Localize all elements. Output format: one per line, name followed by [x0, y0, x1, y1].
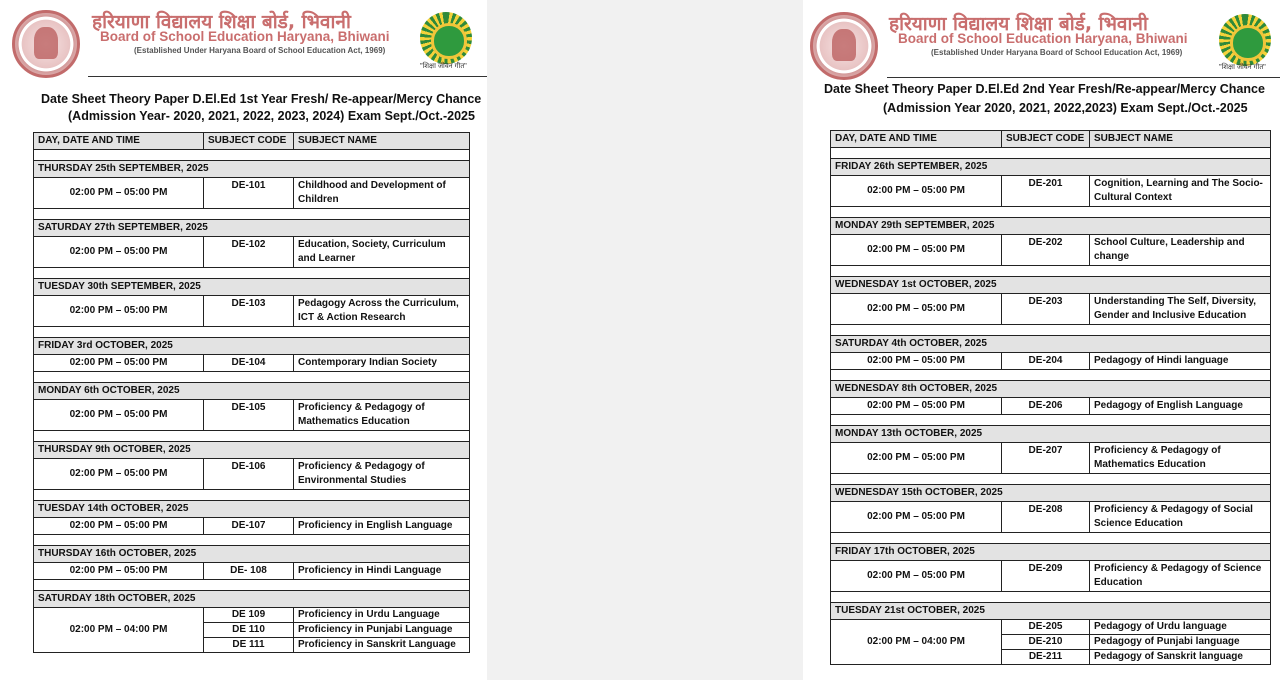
spacer-row	[831, 148, 1271, 159]
table-row	[34, 237, 470, 268]
spacer-cell	[831, 370, 1271, 381]
exam-time: 02:00 PM – 05:00 PM	[34, 355, 204, 372]
exam-date: TUESDAY 14th OCTOBER, 2025	[34, 501, 470, 518]
spacer-row	[831, 533, 1271, 544]
exam-date: FRIDAY 26th SEPTEMBER, 2025	[831, 159, 1271, 176]
date-row	[34, 501, 470, 518]
spacer-row	[34, 268, 470, 279]
title-line-2: (Admission Year 2020, 2021, 2022,2023) Exam Sept./Oct.-2025	[883, 101, 1248, 115]
spacer-row	[34, 535, 470, 546]
exam-date: MONDAY 6th OCTOBER, 2025	[34, 383, 470, 400]
exam-date: THURSDAY 25th SEPTEMBER, 2025	[34, 161, 470, 178]
subject-name: Pedagogy of Sanskrit language	[1090, 650, 1271, 665]
subject-name: Pedagogy of English Language	[1090, 398, 1271, 415]
subject-code: DE-104	[204, 355, 294, 372]
date-row	[34, 161, 470, 178]
subject-name: Understanding The Self, Diversity, Gender and Inclusive Education	[1090, 294, 1271, 325]
exam-time: 02:00 PM – 05:00 PM	[34, 237, 204, 268]
spacer-row	[34, 580, 470, 591]
date-row	[831, 544, 1271, 561]
subject-name: Pedagogy of Urdu language	[1090, 620, 1271, 635]
exam-date: SATURDAY 4th OCTOBER, 2025	[831, 336, 1271, 353]
subject-code: DE-209	[1002, 561, 1090, 592]
subject-code: DE-103	[204, 296, 294, 327]
spacer-row	[831, 415, 1271, 426]
header-subject-name: SUBJECT NAME	[1090, 131, 1271, 148]
date-row	[831, 603, 1271, 620]
board-seal-icon	[12, 10, 80, 78]
spacer-row	[831, 325, 1271, 336]
subject-code: DE-102	[204, 237, 294, 268]
exam-date: MONDAY 13th OCTOBER, 2025	[831, 426, 1271, 443]
table-row	[831, 176, 1271, 207]
subject-name: Cognition, Learning and The Socio-Cultural Context	[1090, 176, 1271, 207]
table-row	[831, 502, 1271, 533]
date-sheet-table	[830, 130, 1271, 665]
date-row	[34, 591, 470, 608]
spacer-cell	[34, 209, 470, 220]
spacer-cell	[831, 325, 1271, 336]
emblem-icon	[1219, 14, 1271, 66]
table-row	[831, 235, 1271, 266]
date-row	[831, 277, 1271, 294]
subject-code: DE-201	[1002, 176, 1090, 207]
table-row	[831, 398, 1271, 415]
date-sheet-table	[33, 132, 470, 653]
date-row	[831, 426, 1271, 443]
table-row	[34, 608, 470, 623]
subject-name: Proficiency in English Language	[294, 518, 470, 535]
exam-time: 02:00 PM – 05:00 PM	[831, 235, 1002, 266]
table-row	[831, 443, 1271, 474]
spacer-row	[34, 431, 470, 442]
date-row	[34, 442, 470, 459]
exam-time: 02:00 PM – 05:00 PM	[831, 502, 1002, 533]
subject-code: DE-210	[1002, 635, 1090, 650]
exam-time: 02:00 PM – 05:00 PM	[34, 296, 204, 327]
letterhead	[0, 0, 487, 78]
subject-name: Proficiency in Punjabi Language	[294, 623, 470, 638]
exam-time: 02:00 PM – 05:00 PM	[34, 563, 204, 580]
spacer-row	[34, 327, 470, 338]
date-row	[34, 279, 470, 296]
spacer-row	[831, 207, 1271, 218]
subject-code: DE-207	[1002, 443, 1090, 474]
exam-date: TUESDAY 21st OCTOBER, 2025	[831, 603, 1271, 620]
table-row	[831, 353, 1271, 370]
date-row	[34, 546, 470, 563]
exam-time: 02:00 PM – 05:00 PM	[831, 294, 1002, 325]
subject-code: DE-205	[1002, 620, 1090, 635]
table-row	[831, 620, 1271, 635]
table-row	[34, 296, 470, 327]
date-row	[831, 218, 1271, 235]
subject-name: Pedagogy of Punjabi language	[1090, 635, 1271, 650]
spacer-row	[34, 490, 470, 501]
spacer-cell	[831, 533, 1271, 544]
subject-code: DE-204	[1002, 353, 1090, 370]
subject-name: Proficiency & Pedagogy of Mathematics Education	[294, 400, 470, 431]
exam-time: 02:00 PM – 04:00 PM	[34, 608, 204, 653]
subject-code: DE- 108	[204, 563, 294, 580]
date-row	[831, 159, 1271, 176]
board-motto: "शिक्षा जीवन गीत"	[420, 63, 467, 70]
table-row	[34, 563, 470, 580]
spacer-cell	[831, 148, 1271, 159]
board-hindi-name: हरियाणा विद्यालय शिक्षा बोर्ड, भिवानी	[92, 11, 351, 33]
table-row	[34, 178, 470, 209]
exam-time: 02:00 PM – 05:00 PM	[34, 400, 204, 431]
letterhead	[803, 0, 1280, 78]
spacer-row	[34, 372, 470, 383]
board-established: (Established Under Haryana Board of School Education Act, 1969)	[134, 46, 386, 55]
board-established: (Established Under Haryana Board of School Education Act, 1969)	[931, 48, 1183, 57]
header-rule	[887, 77, 1280, 78]
exam-date: MONDAY 29th SEPTEMBER, 2025	[831, 218, 1271, 235]
date-row	[831, 381, 1271, 398]
spacer-row	[831, 474, 1271, 485]
exam-time: 02:00 PM – 04:00 PM	[831, 620, 1002, 665]
date-row	[34, 383, 470, 400]
exam-time: 02:00 PM – 05:00 PM	[831, 398, 1002, 415]
subject-name: Pedagogy Across the Curriculum, ICT & Action Research	[294, 296, 470, 327]
subject-code: DE-211	[1002, 650, 1090, 665]
subject-name: Childhood and Development of Children	[294, 178, 470, 209]
subject-code: DE-101	[204, 178, 294, 209]
header-subject-name: SUBJECT NAME	[294, 133, 470, 150]
board-seal-icon	[810, 12, 878, 80]
subject-name: Proficiency & Pedagogy of Mathematics Education	[1090, 443, 1271, 474]
subject-name: Pedagogy of Hindi language	[1090, 353, 1271, 370]
date-row	[34, 220, 470, 237]
exam-time: 02:00 PM – 05:00 PM	[831, 443, 1002, 474]
exam-time: 02:00 PM – 05:00 PM	[831, 176, 1002, 207]
exam-time: 02:00 PM – 05:00 PM	[34, 178, 204, 209]
header-subject-code: SUBJECT CODE	[1002, 131, 1090, 148]
spacer-cell	[831, 592, 1271, 603]
exam-date: THURSDAY 16th OCTOBER, 2025	[34, 546, 470, 563]
board-english-name: Board of School Education Haryana, Bhiwani	[898, 31, 1188, 46]
emblem-icon	[420, 12, 472, 64]
subject-code: DE 109	[204, 608, 294, 623]
subject-name: Proficiency & Pedagogy of Science Education	[1090, 561, 1271, 592]
subject-name: Proficiency & Pedagogy of Environmental Studies	[294, 459, 470, 490]
table-row	[831, 294, 1271, 325]
exam-time: 02:00 PM – 05:00 PM	[831, 561, 1002, 592]
spacer-cell	[34, 372, 470, 383]
subject-name: Proficiency in Hindi Language	[294, 563, 470, 580]
subject-code: DE 111	[204, 638, 294, 653]
spacer-cell	[831, 207, 1271, 218]
spacer-row	[831, 370, 1271, 381]
exam-time: 02:00 PM – 05:00 PM	[831, 353, 1002, 370]
subject-code: DE-202	[1002, 235, 1090, 266]
spacer-cell	[831, 266, 1271, 277]
date-row	[831, 336, 1271, 353]
title-line-2: (Admission Year- 2020, 2021, 2022, 2023, 2024) Exam Sept./Oct.-2025	[68, 109, 475, 123]
subject-name: Proficiency in Urdu Language	[294, 608, 470, 623]
exam-time: 02:00 PM – 05:00 PM	[34, 459, 204, 490]
header-rule	[88, 76, 487, 77]
spacer-cell	[34, 150, 470, 161]
header-row	[34, 133, 470, 150]
exam-date: WEDNESDAY 1st OCTOBER, 2025	[831, 277, 1271, 294]
exam-date: SATURDAY 18th OCTOBER, 2025	[34, 591, 470, 608]
exam-date: FRIDAY 3rd OCTOBER, 2025	[34, 338, 470, 355]
exam-date: SATURDAY 27th SEPTEMBER, 2025	[34, 220, 470, 237]
exam-date: FRIDAY 17th OCTOBER, 2025	[831, 544, 1271, 561]
header-subject-code: SUBJECT CODE	[204, 133, 294, 150]
date-row	[831, 485, 1271, 502]
table-row	[34, 518, 470, 535]
subject-code: DE-203	[1002, 294, 1090, 325]
board-hindi-name: हरियाणा विद्यालय शिक्षा बोर्ड, भिवानी	[889, 13, 1148, 35]
spacer-row	[34, 209, 470, 220]
subject-name: Contemporary Indian Society	[294, 355, 470, 372]
spacer-cell	[34, 535, 470, 546]
exam-time: 02:00 PM – 05:00 PM	[34, 518, 204, 535]
subject-name: Education, Society, Curriculum and Learner	[294, 237, 470, 268]
table-row	[34, 355, 470, 372]
date-row	[34, 338, 470, 355]
spacer-cell	[34, 268, 470, 279]
title-line-1: Date Sheet Theory Paper D.El.Ed 2nd Year Fresh/Re-appear/Mercy Chance	[824, 82, 1265, 96]
spacer-cell	[34, 327, 470, 338]
table-row	[34, 459, 470, 490]
subject-code: DE 110	[204, 623, 294, 638]
spacer-row	[34, 150, 470, 161]
header-day-date-time: DAY, DATE AND TIME	[831, 131, 1002, 148]
spacer-cell	[831, 415, 1271, 426]
exam-date: WEDNESDAY 8th OCTOBER, 2025	[831, 381, 1271, 398]
viewer-gap	[487, 0, 803, 680]
header-day-date-time: DAY, DATE AND TIME	[34, 133, 204, 150]
spacer-cell	[831, 474, 1271, 485]
spacer-cell	[34, 431, 470, 442]
exam-date: THURSDAY 9th OCTOBER, 2025	[34, 442, 470, 459]
title-line-1: Date Sheet Theory Paper D.El.Ed 1st Year Fresh/ Re-appear/Mercy Chance	[41, 92, 482, 106]
subject-code: DE-206	[1002, 398, 1090, 415]
subject-code: DE-106	[204, 459, 294, 490]
exam-date: TUESDAY 30th SEPTEMBER, 2025	[34, 279, 470, 296]
subject-code: DE-105	[204, 400, 294, 431]
table-row	[831, 561, 1271, 592]
page-second-year	[803, 0, 1280, 680]
board-motto: "शिक्षा जीवन गीत"	[1219, 64, 1266, 71]
subject-code: DE-107	[204, 518, 294, 535]
subject-code: DE-208	[1002, 502, 1090, 533]
subject-name: Proficiency in Sanskrit Language	[294, 638, 470, 653]
subject-name: School Culture, Leadership and change	[1090, 235, 1271, 266]
spacer-cell	[34, 490, 470, 501]
header-row	[831, 131, 1271, 148]
exam-date: WEDNESDAY 15th OCTOBER, 2025	[831, 485, 1271, 502]
table-row	[34, 400, 470, 431]
spacer-row	[831, 592, 1271, 603]
spacer-cell	[34, 580, 470, 591]
spacer-row	[831, 266, 1271, 277]
page-first-year	[0, 0, 487, 680]
subject-name: Proficiency & Pedagogy of Social Science Education	[1090, 502, 1271, 533]
board-english-name: Board of School Education Haryana, Bhiwani	[100, 29, 390, 44]
